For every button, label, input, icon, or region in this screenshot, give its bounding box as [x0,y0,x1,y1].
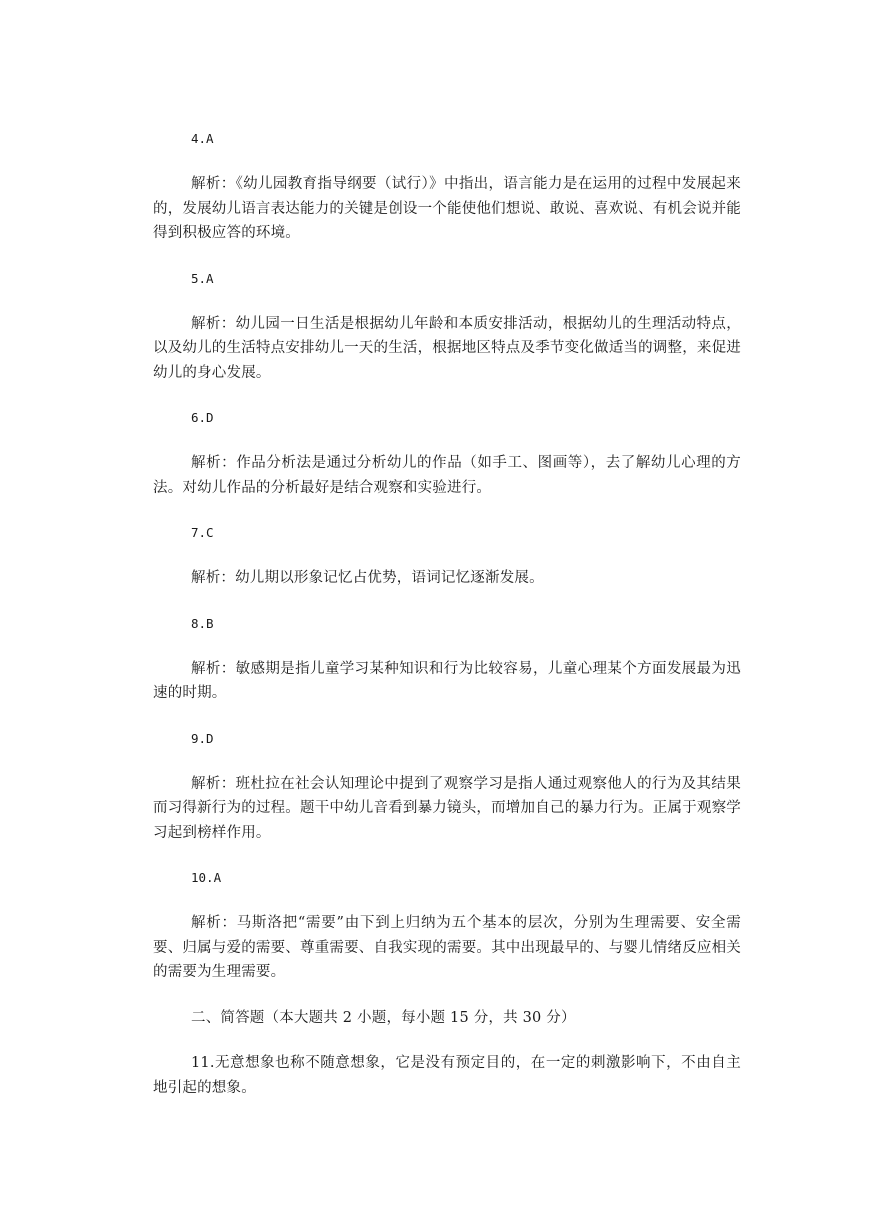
question-11-answer: 11.无意想象也称不随意想象，它是没有预定目的，在一定的刺激影响下，不由自主地引起的想象。 [153,1055,741,1096]
answer-explanation: 解析：幼儿期以形象记忆占优势，语词记忆逐渐发展。 [191,570,544,586]
answer-explanation: 解析：敏感期是指儿童学习某种知识和行为比较容易，儿童心理某个方面发展最为迅速的时期。 [153,660,741,701]
answer-number: 6.D [191,410,214,425]
answer-explanation: 解析：《幼儿园教育指导纲要（试行）》中指出，语言能力是在运用的过程中发展起来的，发展幼儿语言表达能力的关键是创设一个能使他们想说、敢说、喜欢说、有机会说并能得到积极应答的环境。 [153,176,741,241]
answer-explanation: 解析：班杜拉在社会认知理论中提到了观察学习是指人通过观察他人的行为及其结果而习得新行为的过程。题干中幼儿音看到暴力镜头，而增加自己的暴力行为。正属于观察学习起到榜样作用。 [153,775,741,841]
answer-content [153,127,741,1100]
answer-explanation: 解析：幼儿园一日生活是根据幼儿年龄和本质安排活动，根据幼儿的生理活动特点，以及幼儿的生活特点安排幼儿一天的生活，根据地区特点及季节变化做适当的调整，来促进幼儿的身心发展。 [153,315,741,381]
answer-number: 8.B [191,615,214,631]
answer-number: 7.C [191,525,214,540]
answer-number: 10.A [191,870,222,885]
answer-number: 5.A [191,270,214,286]
answer-explanation: 解析：作品分析法是通过分析幼儿的作品（如手工、图画等），去了解幼儿心理的方法。对幼儿作品的分析最好是结合观察和实验进行。 [153,455,741,496]
section-heading: 二、简答题（本大题共 2 小题，每小题 15 分，共 30 分） [191,1009,576,1026]
answer-number: 4.A [191,131,214,146]
answer-explanation: 解析：马斯洛把“需要”由下到上归纳为五个基本的层次，分别为生理需要、安全需要、归属与爱的需要、尊重需要、自我实现的需要。其中出现最早的、与婴儿情绪反应相关的需要为生理需要。 [153,915,741,980]
answer-number: 9.D [191,730,214,746]
